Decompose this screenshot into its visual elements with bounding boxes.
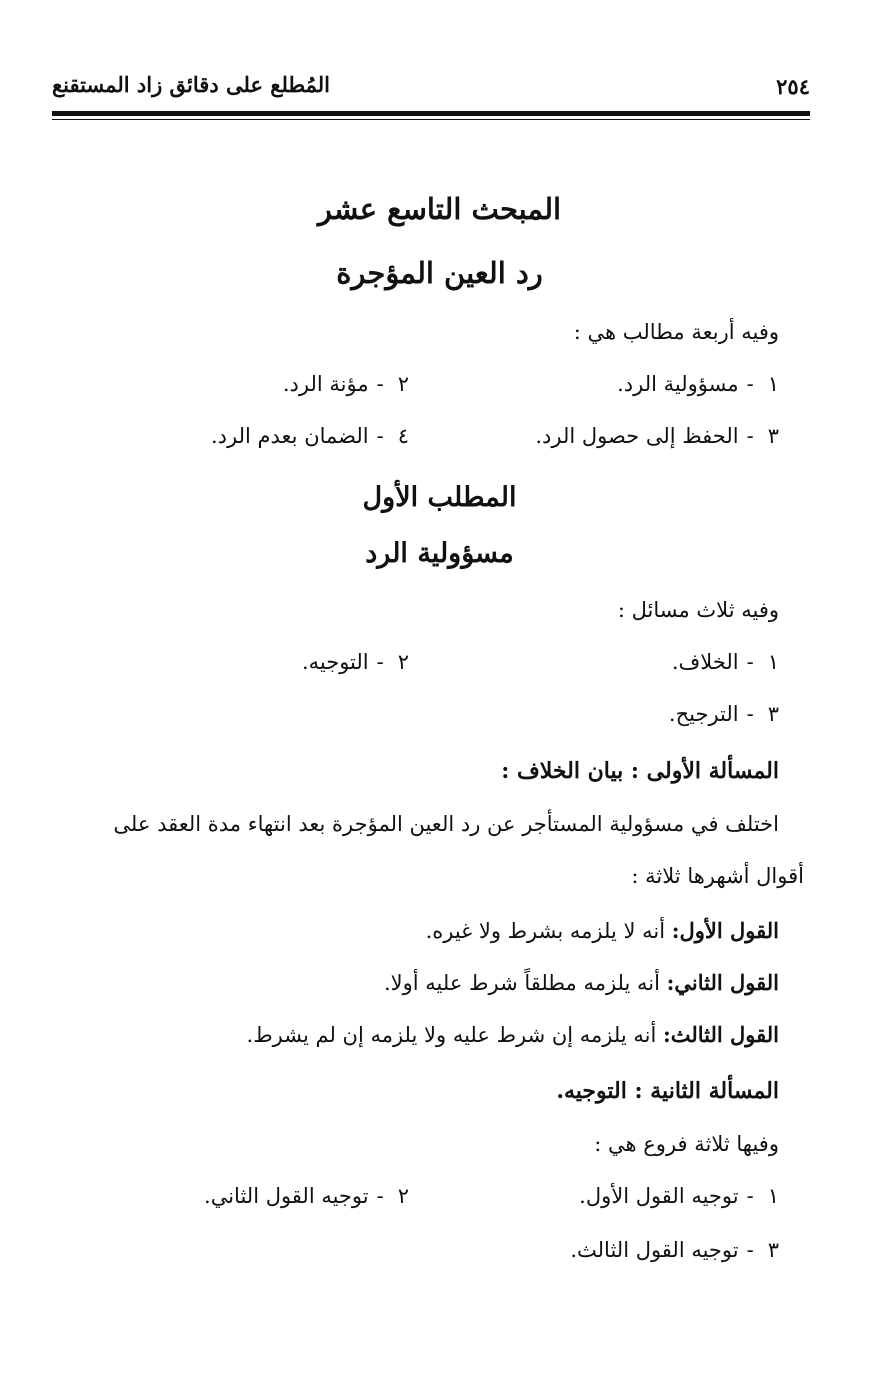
masala1-paragraph-line2: أقوال أشهرها ثلاثة : xyxy=(631,864,804,888)
item-text: مؤنة الرد. xyxy=(282,372,369,396)
opinion-label: القول الثالث: xyxy=(662,1022,779,1047)
item-number: ٢ xyxy=(397,650,409,674)
list-item xyxy=(211,424,409,448)
opinion-line xyxy=(247,1022,779,1047)
item-text: الحفظ إلى حصول الرد. xyxy=(535,424,739,448)
running-header xyxy=(52,72,810,108)
item-dash: - xyxy=(746,650,754,674)
list-item xyxy=(302,650,409,674)
item-dash: - xyxy=(376,424,384,448)
item-number: ١ xyxy=(767,372,779,396)
matlab-subtitle: مسؤولية الرد xyxy=(365,538,514,569)
masala2-intro: وفيها ثلاثة فروع هي : xyxy=(594,1132,779,1156)
item-dash: - xyxy=(376,372,384,396)
matlab-title: المطلب الأول xyxy=(362,482,517,513)
item-dash: - xyxy=(376,1184,384,1208)
list-item xyxy=(283,372,409,396)
item-text: توجيه القول الأول. xyxy=(579,1184,739,1208)
header-rule-thin xyxy=(52,119,810,120)
opinion-line xyxy=(384,970,779,995)
list-item xyxy=(579,1184,779,1208)
list-item xyxy=(672,650,779,674)
list-item xyxy=(570,1238,779,1262)
item-number: ٢ xyxy=(397,1184,409,1208)
section-subtitle: رد العين المؤجرة xyxy=(336,256,543,290)
item-dash: - xyxy=(746,1238,754,1262)
book-title: المُطلع على دقائق زاد المستقنع xyxy=(52,72,331,97)
opinion-text: أنه لا يلزمه بشرط ولا غيره. xyxy=(425,919,666,943)
item-dash: - xyxy=(746,372,754,396)
item-text: الخلاف. xyxy=(671,650,739,674)
item-dash: - xyxy=(746,424,754,448)
item-text: مسؤولية الرد. xyxy=(617,372,739,396)
item-number: ٣ xyxy=(767,702,779,726)
item-number: ١ xyxy=(767,1184,779,1208)
opinion-label: القول الأول: xyxy=(671,918,779,943)
item-dash: - xyxy=(376,650,384,674)
masala1-paragraph-line1: اختلف في مسؤولية المستأجر عن رد العين المؤجرة بعد انتهاء مدة العقد على xyxy=(113,812,779,836)
item-number: ٢ xyxy=(397,372,409,396)
item-text: الترجيح. xyxy=(668,702,739,726)
item-dash: - xyxy=(746,702,754,726)
item-text: الضمان بعدم الرد. xyxy=(211,424,369,448)
list-item xyxy=(204,1184,409,1208)
section-intro: وفيه أربعة مطالب هي : xyxy=(573,320,779,344)
item-number: ٣ xyxy=(767,424,779,448)
masala1-title: المسألة الأولى : بيان الخلاف : xyxy=(501,758,779,784)
list-item xyxy=(535,424,779,448)
opinion-line xyxy=(426,918,779,943)
item-number: ٣ xyxy=(767,1238,779,1262)
item-number: ٤ xyxy=(397,424,409,448)
matlab-intro: وفيه ثلاث مسائل : xyxy=(617,598,779,622)
section-title: المبحث التاسع عشر xyxy=(317,192,562,226)
masala2-title: المسألة الثانية : التوجيه. xyxy=(556,1078,779,1104)
page-number: ٢٥٤ xyxy=(776,74,810,99)
list-item xyxy=(669,702,779,726)
opinion-label: القول الثاني: xyxy=(666,970,779,995)
opinion-text: أنه يلزمه إن شرط عليه ولا يلزمه إن لم يشرط. xyxy=(246,1023,657,1047)
item-text: توجيه القول الثاني. xyxy=(204,1184,369,1208)
item-number: ١ xyxy=(767,650,779,674)
list-item xyxy=(617,372,779,396)
item-text: التوجيه. xyxy=(301,650,369,674)
opinion-text: أنه يلزمه مطلقاً شرط عليه أولا. xyxy=(384,971,660,995)
item-dash: - xyxy=(746,1184,754,1208)
header-rule-thick xyxy=(52,111,810,116)
item-text: توجيه القول الثالث. xyxy=(570,1238,739,1262)
